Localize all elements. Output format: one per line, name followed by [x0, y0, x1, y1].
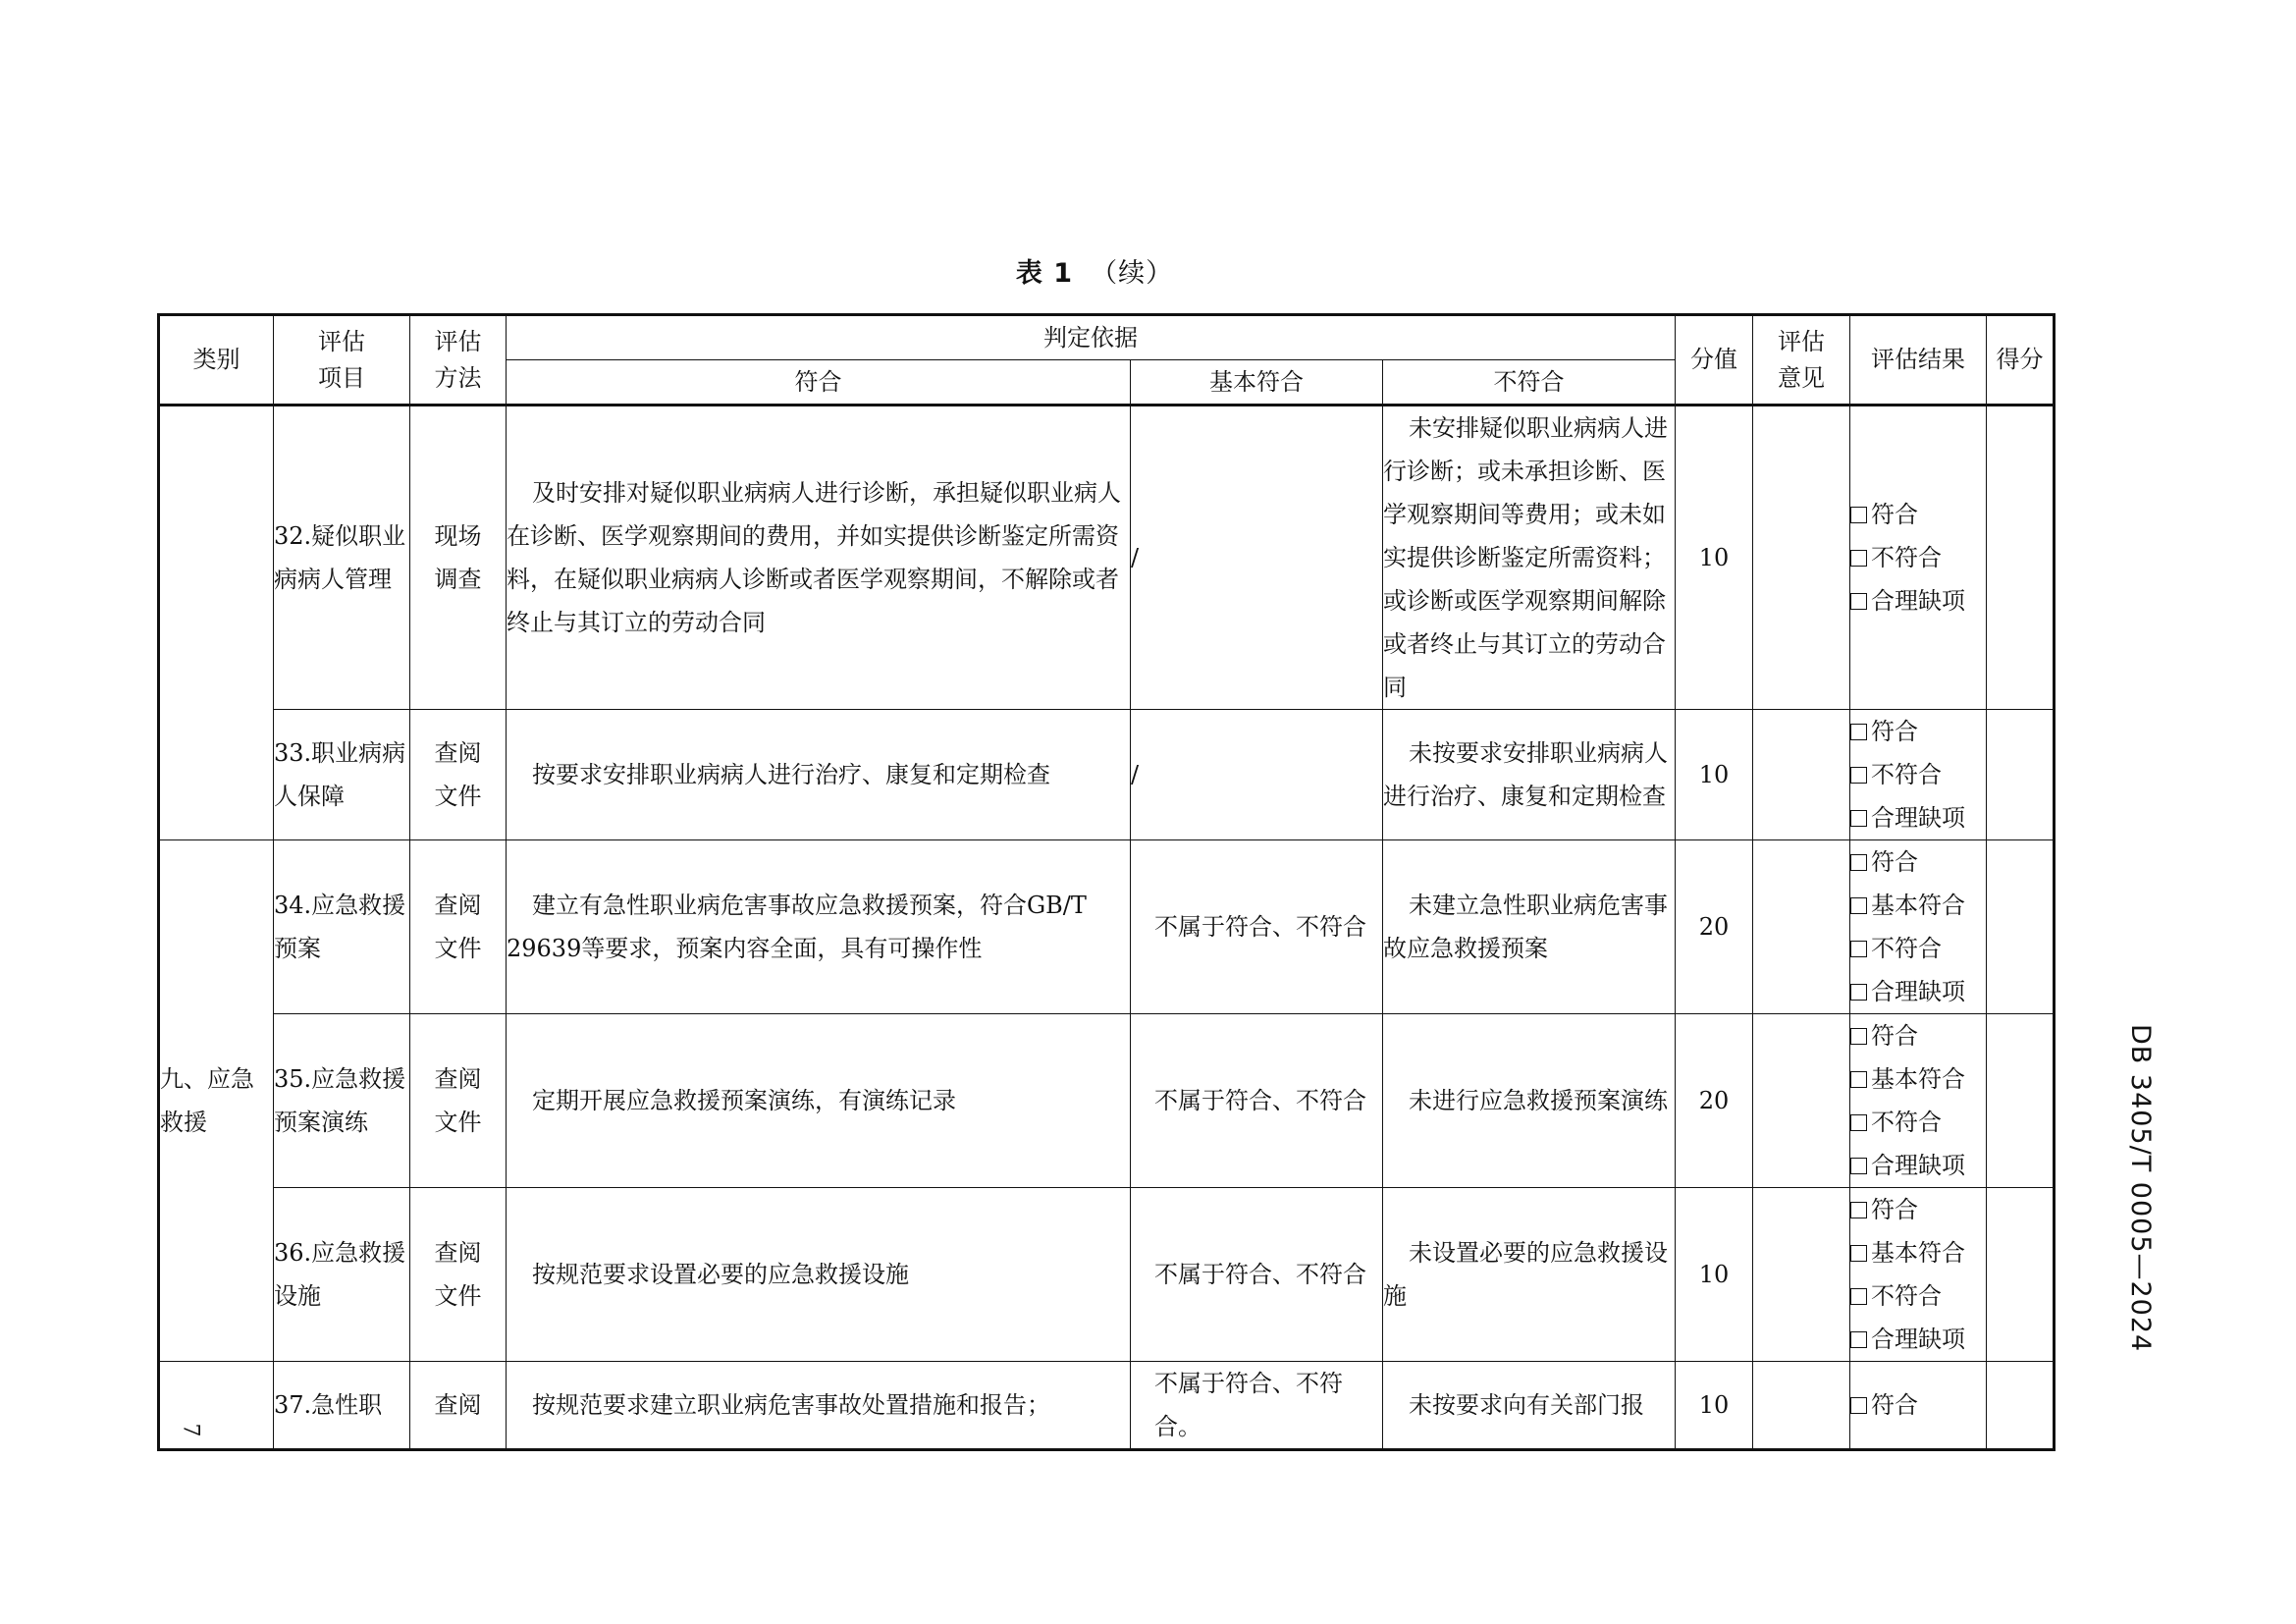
header-basic: 基本符合 — [1131, 360, 1383, 406]
comply-cell: 及时安排对疑似职业病病人进行诊断，承担疑似职业病人在诊断、医学观察期间的费用，并如实提供诊断鉴定所需资料，在疑似职业病病人诊断或者医学观察期间，不解除或者终止与其订立的劳动合同 — [507, 406, 1131, 710]
result-option[interactable]: 基本符合 — [1850, 1231, 1986, 1274]
table-row — [159, 1362, 2055, 1450]
value-cell: 20 — [1676, 1014, 1753, 1188]
result-cell — [1850, 710, 1987, 840]
opinion-cell — [1753, 1014, 1850, 1188]
result-option[interactable]: 合理缺项 — [1850, 1318, 1986, 1361]
result-option[interactable]: 不符合 — [1850, 753, 1986, 796]
table-caption — [0, 251, 2189, 290]
result-option[interactable]: 基本符合 — [1850, 884, 1986, 927]
basic-cell: 不属于符合、不符合 — [1131, 1014, 1383, 1188]
comply-cell: 按规范要求设置必要的应急救援设施 — [507, 1188, 1131, 1362]
checkbox-icon[interactable] — [1850, 984, 1867, 1001]
opinion-cell — [1753, 406, 1850, 710]
score-cell — [1987, 1362, 2055, 1450]
checkbox-icon[interactable] — [1850, 1245, 1867, 1262]
checkbox-icon[interactable] — [1850, 1331, 1867, 1348]
comply-cell: 按要求安排职业病病人进行治疗、康复和定期检查 — [507, 710, 1131, 840]
score-cell — [1987, 710, 2055, 840]
category-cell — [159, 1362, 274, 1450]
assessment-table — [157, 313, 2056, 1451]
basic-cell: / — [1131, 710, 1383, 840]
item-cell: 36.应急救援设施 — [274, 1188, 410, 1362]
checkbox-icon[interactable] — [1850, 897, 1867, 914]
result-option[interactable]: 符合 — [1850, 1383, 1986, 1427]
result-option[interactable]: 合理缺项 — [1850, 579, 1986, 623]
checkbox-icon[interactable] — [1850, 1158, 1867, 1174]
score-cell — [1987, 840, 2055, 1014]
value-cell: 10 — [1676, 1362, 1753, 1450]
checkbox-icon[interactable] — [1850, 1071, 1867, 1088]
header-category: 类别 — [159, 315, 274, 406]
value-cell: 10 — [1676, 406, 1753, 710]
checkbox-icon[interactable] — [1850, 593, 1867, 610]
result-cell — [1850, 840, 1987, 1014]
result-option[interactable]: 不符合 — [1850, 1274, 1986, 1318]
comply-cell: 按规范要求建立职业病危害事故处置措施和报告； — [507, 1362, 1131, 1450]
result-option[interactable]: 合理缺项 — [1850, 796, 1986, 839]
result-option[interactable]: 符合 — [1850, 1014, 1986, 1057]
result-option[interactable]: 符合 — [1850, 710, 1986, 753]
checkbox-icon[interactable] — [1850, 1288, 1867, 1305]
header-opinion: 评估意见 — [1753, 315, 1850, 406]
comply-cell: 建立有急性职业病危害事故应急救援预案，符合GB/T 29639等要求，预案内容全面，具有可操作性 — [507, 840, 1131, 1014]
score-cell — [1987, 1014, 2055, 1188]
checkbox-icon[interactable] — [1850, 810, 1867, 827]
score-cell — [1987, 406, 2055, 710]
header-result: 评估结果 — [1850, 315, 1987, 406]
method-cell: 查阅文件 — [410, 1188, 507, 1362]
value-cell: 10 — [1676, 1188, 1753, 1362]
method-cell: 查阅文件 — [410, 710, 507, 840]
checkbox-icon[interactable] — [1850, 1202, 1867, 1218]
header-score: 得分 — [1987, 315, 2055, 406]
result-option[interactable]: 合理缺项 — [1850, 970, 1986, 1013]
result-option[interactable]: 符合 — [1850, 493, 1986, 536]
noncomply-cell: 未按要求安排职业病病人进行治疗、康复和定期检查 — [1383, 710, 1676, 840]
checkbox-icon[interactable] — [1850, 724, 1867, 740]
checkbox-icon[interactable] — [1850, 1028, 1867, 1045]
table-label: 表 1 — [1015, 258, 1074, 289]
opinion-cell — [1753, 840, 1850, 1014]
checkbox-icon[interactable] — [1850, 1397, 1867, 1414]
table-row — [159, 1188, 2055, 1362]
result-cell — [1850, 1188, 1987, 1362]
result-option[interactable]: 合理缺项 — [1850, 1144, 1986, 1187]
checkbox-icon[interactable] — [1850, 1114, 1867, 1131]
item-cell: 35.应急救援预案演练 — [274, 1014, 410, 1188]
method-cell: 现场调查 — [410, 406, 507, 710]
basic-cell: / — [1131, 406, 1383, 710]
result-option[interactable]: 不符合 — [1850, 536, 1986, 579]
basic-cell: 不属于符合、不符合 — [1131, 840, 1383, 1014]
category-cell: 九、应急救援 — [159, 840, 274, 1362]
noncomply-cell: 未进行应急救援预案演练 — [1383, 1014, 1676, 1188]
category-cell — [159, 406, 274, 840]
checkbox-icon[interactable] — [1850, 854, 1867, 871]
noncomply-cell: 未按要求向有关部门报 — [1383, 1362, 1676, 1450]
result-cell — [1850, 1362, 1987, 1450]
table-row — [159, 840, 2055, 1014]
checkbox-icon[interactable] — [1850, 941, 1867, 957]
item-cell: 34.应急救援预案 — [274, 840, 410, 1014]
basic-cell: 不属于符合、不符合。 — [1131, 1362, 1383, 1450]
opinion-cell — [1753, 710, 1850, 840]
result-cell — [1850, 406, 1987, 710]
method-cell: 查阅文件 — [410, 840, 507, 1014]
result-option[interactable]: 基本符合 — [1850, 1057, 1986, 1101]
checkbox-icon[interactable] — [1850, 767, 1867, 784]
value-cell: 10 — [1676, 710, 1753, 840]
method-cell: 查阅文件 — [410, 1014, 507, 1188]
header-score-value: 分值 — [1676, 315, 1753, 406]
result-option[interactable]: 不符合 — [1850, 1101, 1986, 1144]
table-row — [159, 710, 2055, 840]
table-continued: （续） — [1091, 258, 1174, 289]
result-option[interactable]: 不符合 — [1850, 927, 1986, 970]
document-identifier: DB 3405/T 0005—2024 — [2125, 1024, 2156, 1353]
opinion-cell — [1753, 1188, 1850, 1362]
table-row — [159, 1014, 2055, 1188]
header-criteria: 判定依据 — [507, 315, 1676, 360]
opinion-cell — [1753, 1362, 1850, 1450]
value-cell: 20 — [1676, 840, 1753, 1014]
result-cell — [1850, 1014, 1987, 1188]
header-item: 评估项目 — [274, 315, 410, 406]
header-comply: 符合 — [507, 360, 1131, 406]
header-method: 评估方法 — [410, 315, 507, 406]
noncomply-cell: 未安排疑似职业病病人进行诊断；或未承担诊断、医学观察期间等费用；或未如实提供诊断鉴定所需资料；或诊断或医学观察期间解除或者终止与其订立的劳动合同 — [1383, 406, 1676, 710]
noncomply-cell: 未建立急性职业病危害事故应急救援预案 — [1383, 840, 1676, 1014]
header-noncomply: 不符合 — [1383, 360, 1676, 406]
result-option[interactable]: 符合 — [1850, 1188, 1986, 1231]
method-cell: 查阅 — [410, 1362, 507, 1450]
comply-cell: 定期开展应急救援预案演练，有演练记录 — [507, 1014, 1131, 1188]
page-number: 7 — [178, 1423, 203, 1437]
result-option[interactable]: 符合 — [1850, 840, 1986, 884]
item-cell: 37.急性职 — [274, 1362, 410, 1450]
checkbox-icon[interactable] — [1850, 507, 1867, 523]
noncomply-cell: 未设置必要的应急救援设施 — [1383, 1188, 1676, 1362]
checkbox-icon[interactable] — [1850, 550, 1867, 567]
item-cell: 33.职业病病人保障 — [274, 710, 410, 840]
basic-cell: 不属于符合、不符合 — [1131, 1188, 1383, 1362]
item-cell: 32.疑似职业病病人管理 — [274, 406, 410, 710]
score-cell — [1987, 1188, 2055, 1362]
table-row — [159, 406, 2055, 710]
